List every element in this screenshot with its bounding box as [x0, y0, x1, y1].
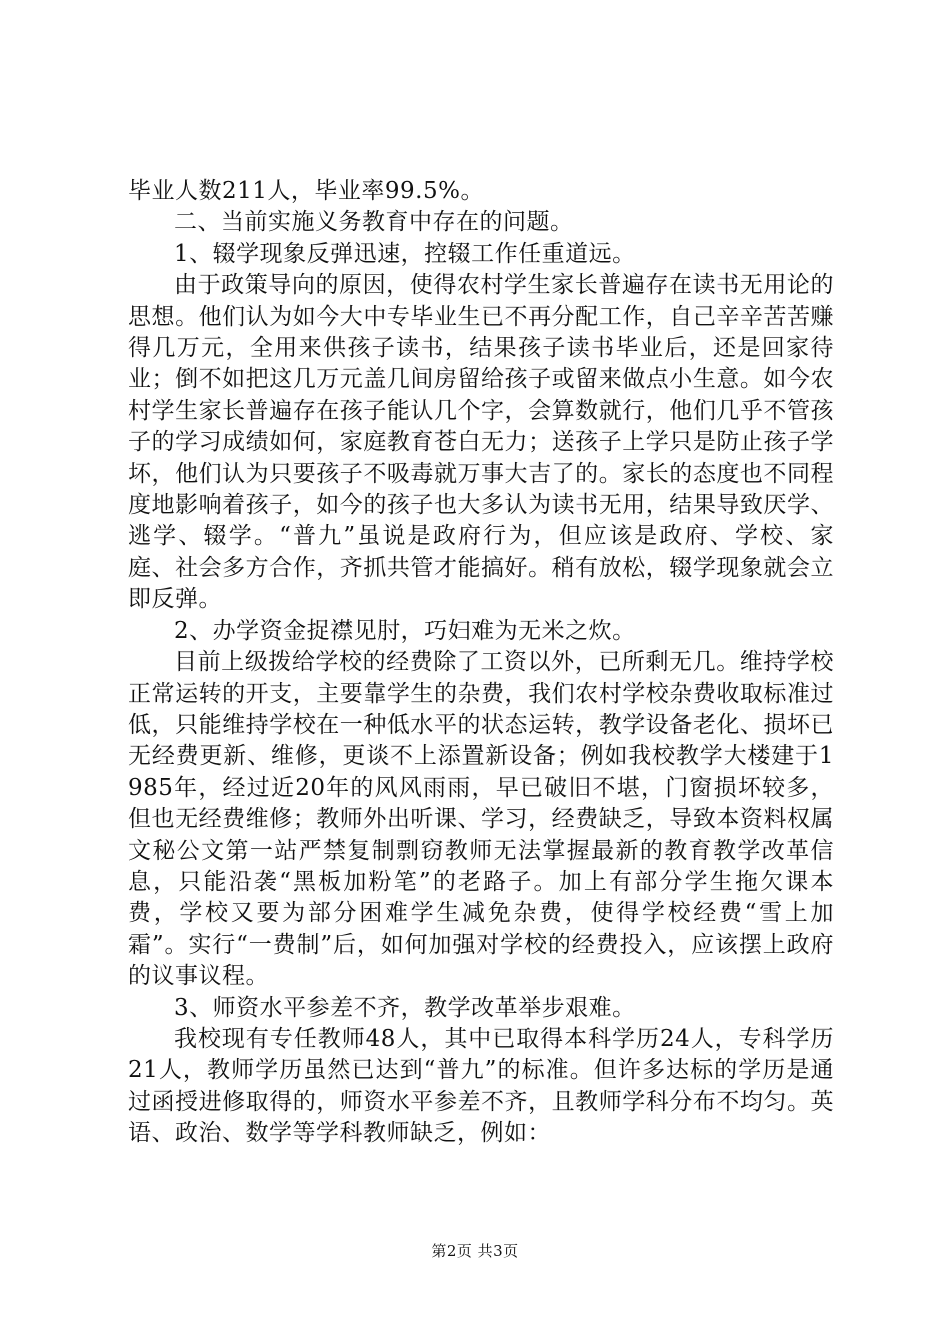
subheading-dropout: 1、辍学现象反弹迅速，控辍工作任重道远。	[174, 240, 636, 267]
document-body	[128, 176, 834, 1150]
page-number-footer: 第2页 共3页	[431, 1242, 519, 1260]
subheading-funding: 2、办学资金捉襟见肘，巧妇难为无米之炊。	[174, 617, 636, 644]
paragraph-teachers: 我校现有专任教师48人，其中已取得本科学历24人，专科学历21人，教师学历虽然已达到“普九”的标准。但许多达标的学历是通过函授进修取得的，师资水平参差不齐，且教师学科分布不均匀。英语、政治、数学等学科教师缺乏，例如：	[128, 1025, 834, 1147]
section-heading-problems: 二、当前实施义务教育中存在的问题。	[174, 209, 574, 236]
subheading-teachers: 3、师资水平参差不齐，教学改革举步艰难。	[174, 994, 636, 1021]
paragraph-funding: 目前上级拨给学校的经费除了工资以外，已所剩无几。维持学校正常运转的开支，主要靠学生的杂费，我们农村学校杂费收取标准过低，只能维持学校在一种低水平的状态运转，教学设备老化、损坏已无经费更新、维修，更谈不上添置新设备；例如我校教学大楼建于1985年，经过近20年的风风雨雨，早已破旧不堪，门窗损坏较多，但也无经费维修；教师外出听课、学习，经费缺乏，导致本资料权属文秘公文第一站严禁复制剽窃教师无法掌握最新的教育教学改革信息，只能沿袭“黑板加粉笔”的老路子。加上有部分学生拖欠课本费，学校又要为部分困难学生减免杂费，使得学校经费“雪上加霜”。实行“一费制”后，如何加强对学校的经费投入，应该摆上政府的议事议程。	[128, 649, 834, 990]
paragraph-dropout: 由于政策导向的原因，使得农村学生家长普遍存在读书无用论的思想。他们认为如今大中专毕业生已不再分配工作，自己辛辛苦苦赚得几万元，全用来供孩子读书，结果孩子读书毕业后，还是回家待业；倒不如把这几万元盖几间房留给孩子或留来做点小生意。如今农村学生家长普遍存在孩子能认几个字，会算数就行，他们几乎不管孩子的学习成绩如何，家庭教育苍白无力；送孩子上学只是防止孩子学坏，他们认为只要孩子不吸毒就万事大吉了的。家长的态度也不同程度地影响着孩子，如今的孩子也大多认为读书无用，结果导致厌学、逃学、辍学。“普九”虽说是政府行为，但应该是政府、学校、家庭、社会多方合作，齐抓共管才能搞好。稍有放松，辍学现象就会立即反弹。	[128, 272, 834, 613]
paragraph-graduation-stats: 毕业人数211人，毕业率99.5%。	[128, 178, 484, 204]
